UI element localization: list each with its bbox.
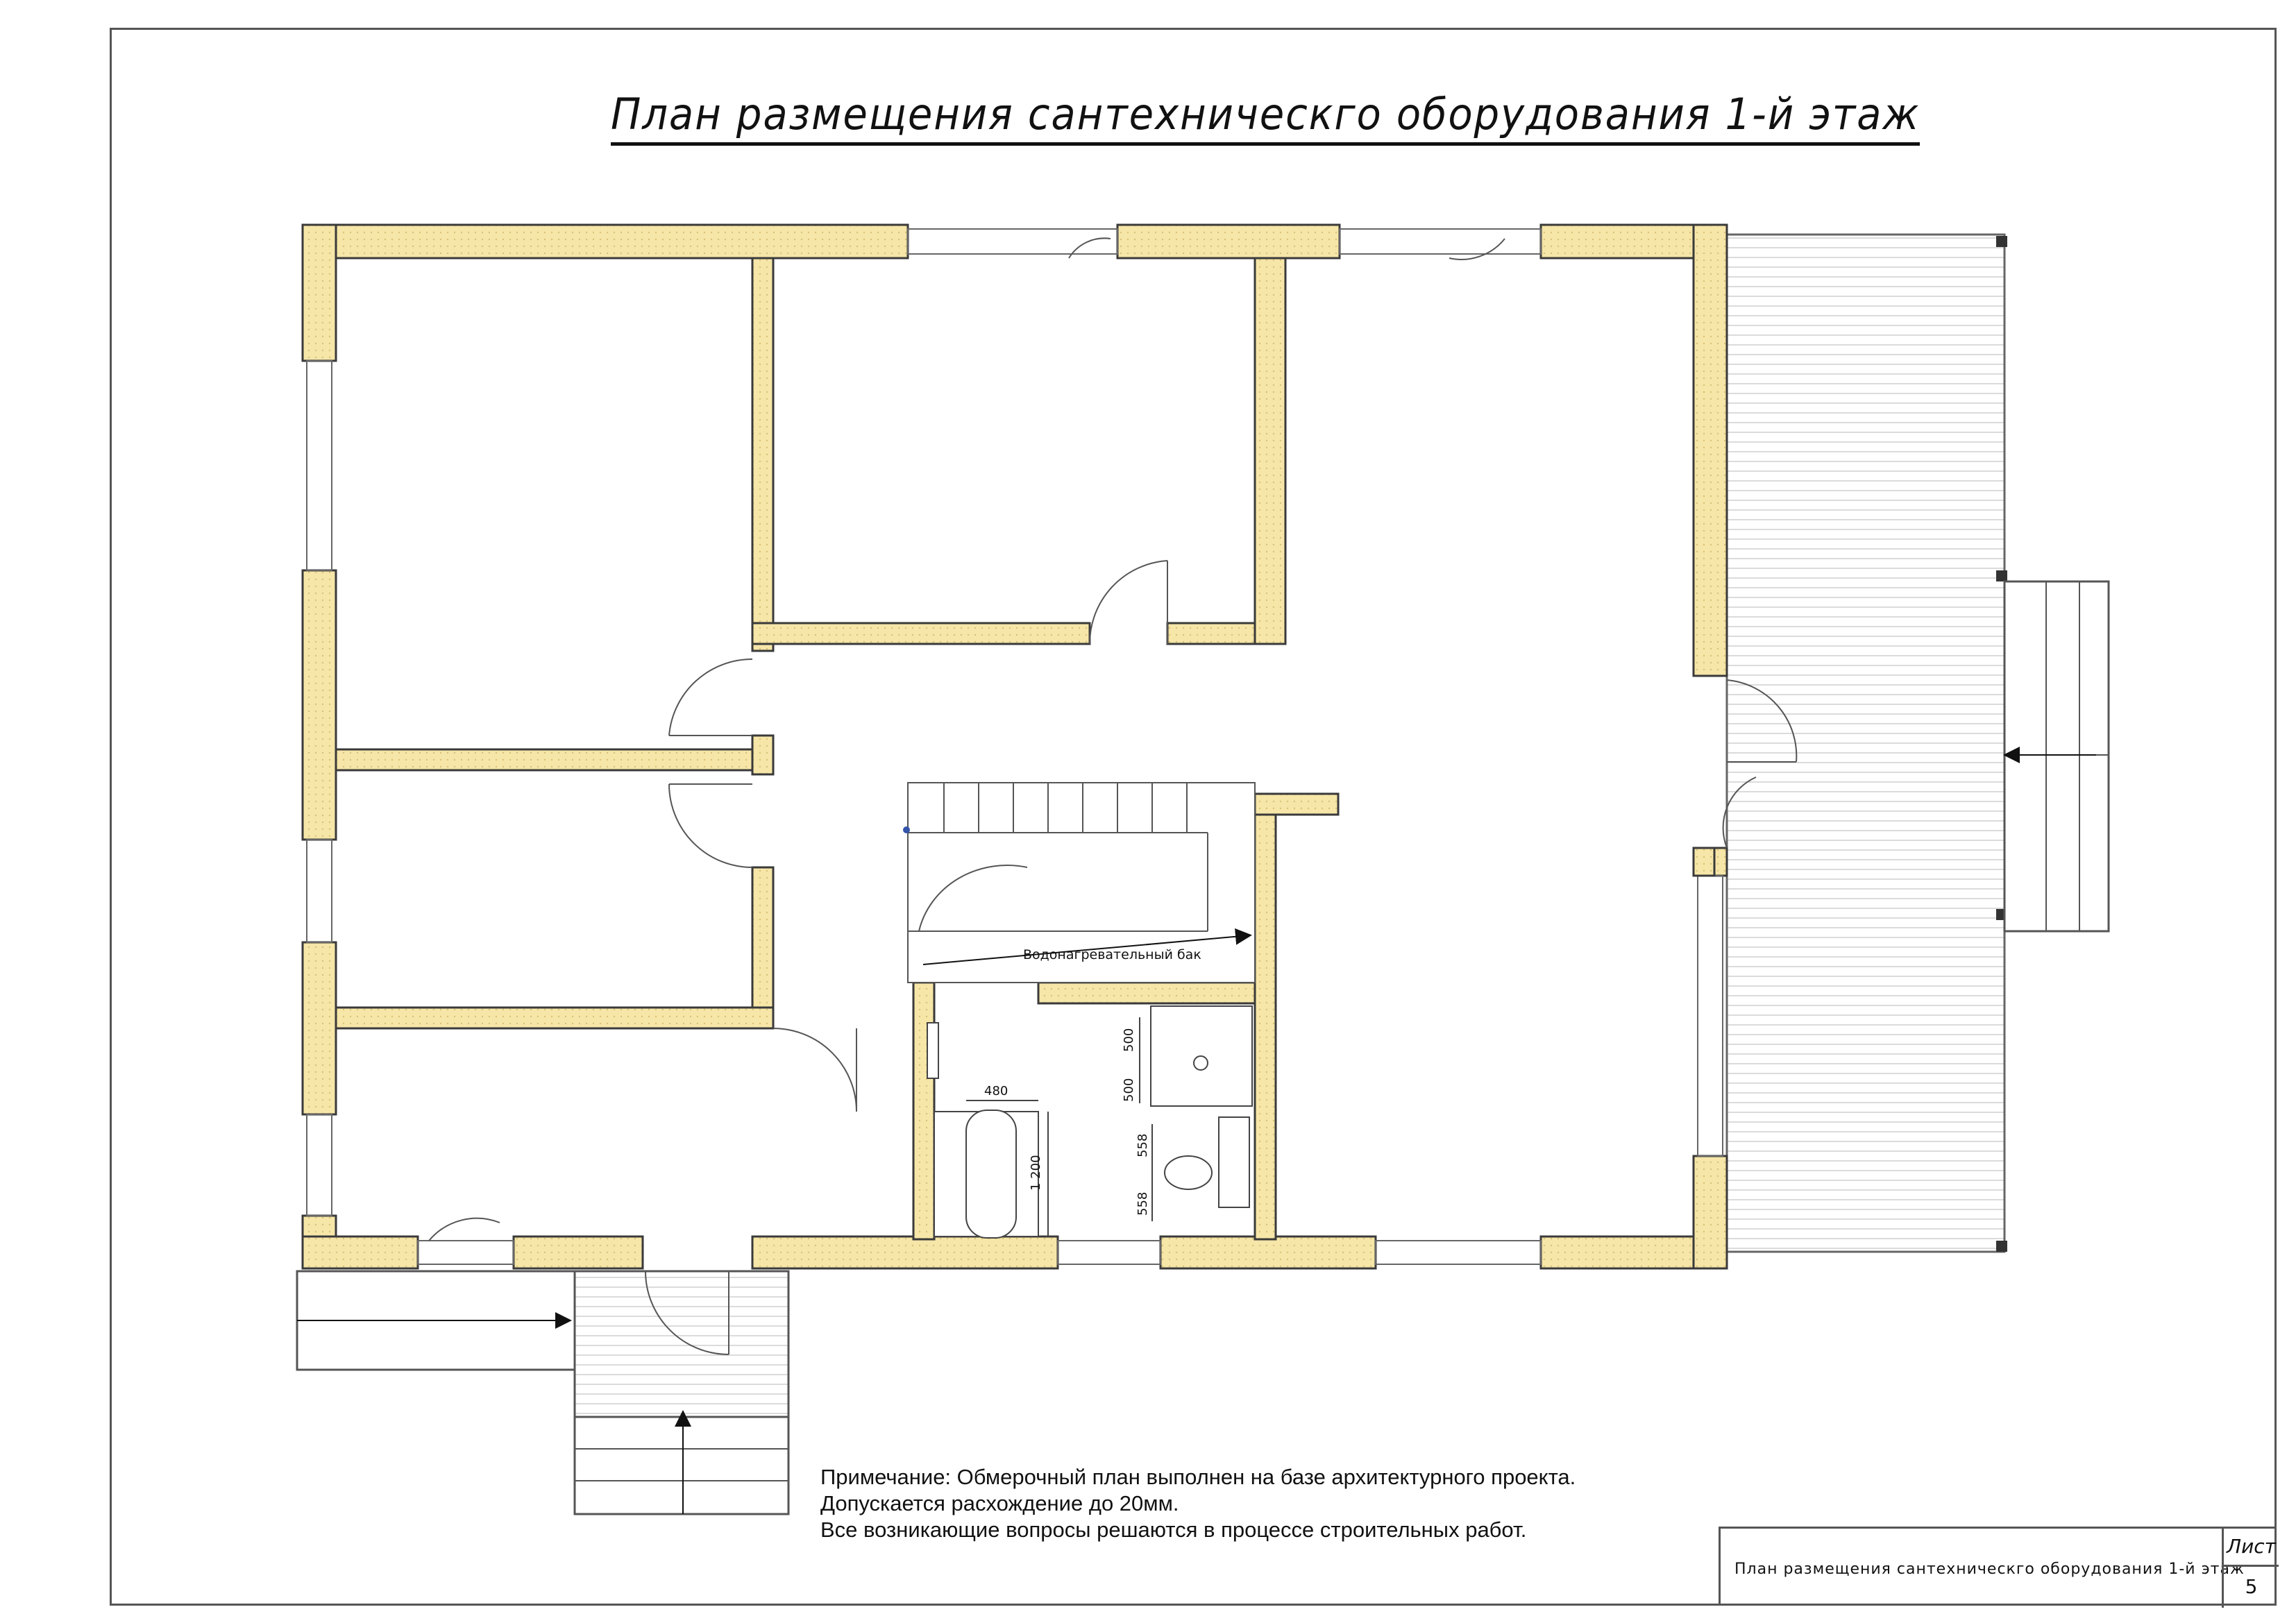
- toilet-icon: [1165, 1156, 1212, 1189]
- bathroom: [927, 1006, 1252, 1238]
- drawing-title: План размещения сантехническго оборудования 1-й этаж: [611, 89, 1920, 146]
- post-icon: [1996, 236, 2007, 247]
- dim-bath-length: 1 200: [1029, 1155, 1043, 1191]
- sheet-label: Лист: [2224, 1529, 2279, 1567]
- note-line: Все возникающие вопросы решаются в процессе строительных работ.: [820, 1518, 1527, 1542]
- dim-shower-a: 500: [1122, 1028, 1136, 1052]
- terrace: [1727, 235, 2109, 1252]
- note-line: Допускается расхождение до 20мм.: [820, 1491, 1179, 1515]
- interior-walls: [336, 258, 1714, 1239]
- doors: [429, 238, 1796, 1241]
- dim-toilet-b: 558: [1136, 1191, 1150, 1216]
- water-heater-label: Водонагревательный бак: [1023, 947, 1201, 962]
- sheet-number: 5: [2245, 1575, 2258, 1598]
- dim-shower-b: 500: [1122, 1078, 1136, 1102]
- dim-toilet-a: 558: [1136, 1133, 1150, 1157]
- windows: [307, 229, 1723, 1264]
- bathtub-icon: [966, 1110, 1016, 1238]
- title-block-drawing-name: План размещения сантехническго оборудования 1-й этаж: [1734, 1561, 2245, 1578]
- dim-bath-width: 480: [984, 1084, 1008, 1098]
- post-icon: [1996, 1241, 2007, 1252]
- title-block-sheet: [2222, 1529, 2279, 1608]
- note-line: Примечание: Обмерочный план выполнен на базе архитектурного проекта.: [820, 1465, 1576, 1489]
- entrance-porch: [297, 1271, 788, 1514]
- terrace-steps: [2004, 581, 2109, 931]
- post-icon: [1996, 570, 2007, 581]
- title-block: [1719, 1527, 2277, 1606]
- general-notes: [820, 1464, 1576, 1543]
